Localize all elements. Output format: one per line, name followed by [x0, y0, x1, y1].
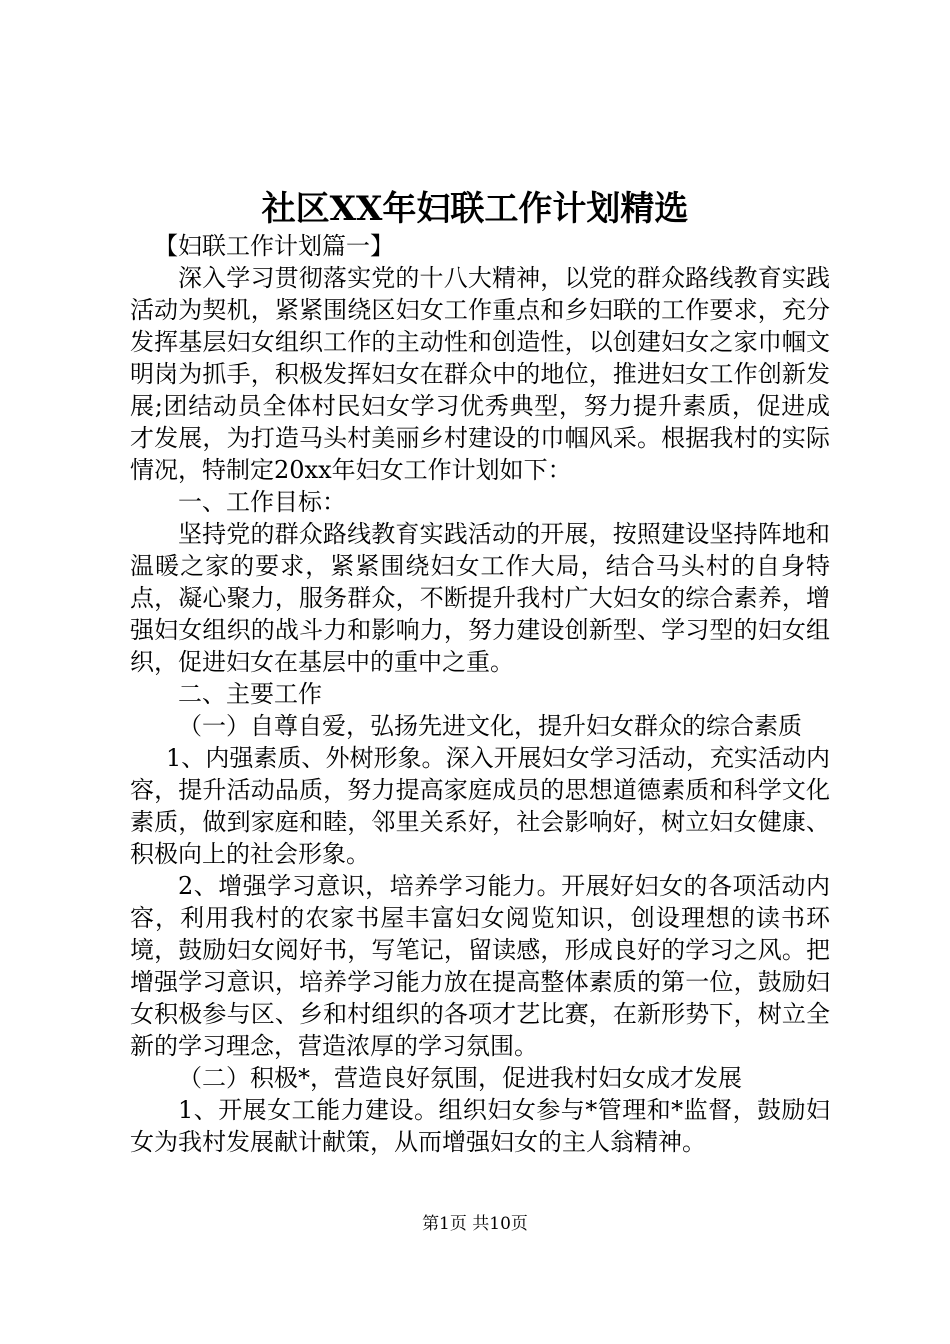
- section-heading-plan-one: 【妇联工作计划篇一】: [154, 232, 394, 260]
- document-title: 社区XX年妇联工作计划精选: [261, 189, 689, 229]
- heading-work-goals: 一、工作目标：: [178, 488, 346, 516]
- heading-main-work: 二、主要工作: [178, 680, 322, 708]
- item-2-1-paragraph: 1、开展女工能力建设。组织妇女参与*管理和*监督，鼓励妇女为我村发展献计献策，从而增强妇女的主人翁精神。: [130, 1096, 830, 1156]
- page-footer: 第1页 共10页: [422, 1214, 528, 1234]
- subheading-one: （一）自尊自爱，弘扬先进文化，提升妇女群众的综合素质: [178, 712, 802, 740]
- work-goals-paragraph: 坚持党的群众路线教育实践活动的开展，按照建设坚持阵地和温暖之家的要求，紧紧围绕妇女工作大局，结合马头村的自身特点，凝心聚力，服务群众，不断提升我村广大妇女的综合素养，增强妇女组织的战斗力和影响力，努力建设创新型、学习型的妇女组织，促进妇女在基层中的重中之重。: [130, 520, 830, 676]
- document-body: [130, 230, 830, 1158]
- intro-paragraph: 深入学习贯彻落实党的十八大精神，以党的群众路线教育实践活动为契机，紧紧围绕区妇女工作重点和乡妇联的工作要求，充分发挥基层妇女组织工作的主动性和创造性，以创建妇女之家巾帼文明岗为抓手，积极发挥妇女在群众中的地位，推进妇女工作创新发展;团结动员全体村民妇女学习优秀典型，努力提升素质，促进成才发展，为打造马头村美丽乡村建设的巾帼风采。根据我村的实际情况，特制定20xx年妇女工作计划如下：: [130, 264, 830, 484]
- subheading-two: （二）积极*，营造良好氛围，促进我村妇女成才发展: [178, 1064, 742, 1092]
- item-1-paragraph: 1、内强素质、外树形象。深入开展妇女学习活动，充实活动内容，提升活动品质，努力提高家庭成员的思想道德素质和科学文化素质，做到家庭和睦，邻里关系好，社会影响好，树立妇女健康、积极向上的社会形象。: [130, 744, 830, 868]
- item-2-paragraph: 2、增强学习意识，培养学习能力。开展好妇女的各项活动内容，利用我村的农家书屋丰富妇女阅览知识，创设理想的读书环境，鼓励妇女阅好书，写笔记，留读感，形成良好的学习之风。把增强学习意识，培养学习能力放在提高整体素质的第一位，鼓励妇女积极参与区、乡和村组织的各项才艺比赛，在新形势下，树立全新的学习理念，营造浓厚的学习氛围。: [130, 872, 830, 1060]
